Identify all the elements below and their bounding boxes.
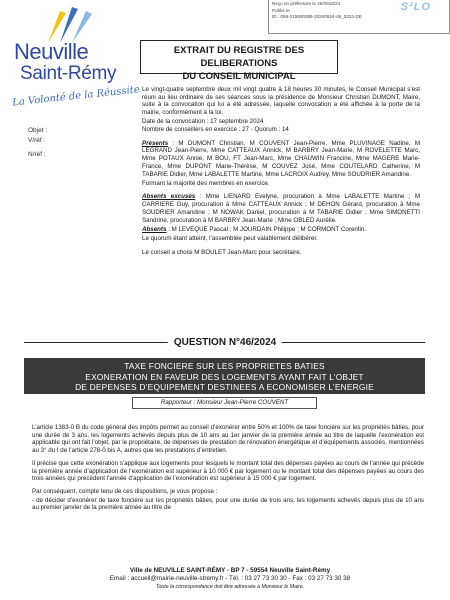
quorum-note: Le quorum étant atteint, l’assemblée peut valablement délibérer. — [142, 234, 318, 242]
question-header — [0, 336, 450, 349]
excused-label: Absents excusés — [142, 193, 196, 201]
subject-line3: DE DEPENSES D’EQUIPEMENT DESTINEES A ECONOMISER L’ENERGIE — [75, 382, 374, 392]
excused-list: : Mme LIENARD Evelyne, procuration à Mme LABALETTE Martine ; M CARRIERE Guy, procuration à Mme CATTEAUX Annick ; M DEHON Gérard, procuration à Mme SOUDRIER Amandine ; M NOWAK Daniel, procuration à M TABARIE Didier ; Mme SIMONETTI Sandrine, procuration à M BARBRY Jean-Marie ; Mme OBLED Aurélie. — [142, 193, 420, 224]
question-number: QUESTION N°46/2024 — [168, 336, 282, 349]
s2lo-mark: S²LO — [400, 1, 431, 13]
subject-line2: EXONERATION EN FAVEUR DES LOGEMENTS AYANT FAIT L’OBJET — [85, 371, 364, 382]
label-nref: N/réf : — [28, 151, 46, 158]
secretary-note: Le conseil a choisi M BOULET Jean-Marc pour secrétaire. — [142, 248, 302, 256]
meeting-intro: Le vingt-quatre septembre deux mil vingt quatre à 18 heures 30 minutes, le Conseil Municipal s’est réuni au lieu ordinaire de ses séances sous la présidence de Monsieur Christian DUMONT, Maire, suite à la convocation qui lui a été adressée, laquelle convocation a été affichée à la porte de la mairie, conformément à la loi. — [142, 86, 420, 117]
convocation-date: Date de la convocation : 17 septembre 2024 — [142, 118, 264, 126]
absents-label: Absents — [142, 225, 167, 233]
town-name-line1: Neuville — [14, 39, 89, 64]
stamp-published: Publié le — [272, 7, 290, 13]
footer-address: Ville de NEUVILLE SAINT-RÉMY - BP 7 - 59554 Neuville Saint-Rémy — [129, 567, 331, 574]
absents-paragraph — [142, 226, 420, 234]
body-paragraph-3: Par conséquent, compte tenu de ces dispositions, je vous propose : — [32, 487, 218, 495]
body-paragraph-2: Il précise que cette exonération s’applique aux logements pour lesquels le montant total des dépenses payées au cours de l’année qui précède la première année d’application de l’exonération est supérieur à 10 000 € par logement ou le montant total des dépenses payées au cours des trois années qui précèdent l’année d’application de l’exonération est supérieur à 15 000 € par logement. — [32, 459, 424, 483]
page-footer — [60, 567, 400, 591]
subject-banner — [24, 358, 425, 394]
town-slogan: La Volonté de la Réussite — [11, 84, 141, 109]
footer-note: Toute la correspondance doit être adressée à Monsieur le Maire. — [155, 584, 305, 590]
excused-paragraph — [142, 193, 420, 224]
town-name-line2: Saint-Rémy — [20, 63, 117, 84]
label-vref: V/réf : — [28, 137, 46, 144]
councillors-count: Nombre de conseillers en exercice : 27 - Quorum : 14 — [142, 126, 289, 134]
deliberation-body — [32, 424, 424, 517]
stamp-received: Reçu en préfecture le 26/09/2024 — [272, 1, 341, 6]
label-objet: Objet : — [28, 127, 48, 134]
presents-paragraph — [142, 140, 420, 179]
title-line1: EXTRAIT DU REGISTRE DES DELIBERATIONS — [173, 45, 305, 69]
absents-list: : M LEVEQUE Pascal ; M JOURDAIN Philippe ; M CORMONT Corentin. — [166, 225, 367, 233]
footer-contact: Email : accueil@mairie-neuville-stremy.fr - Tél. : 03 27 73 30 30 - Fax : 03 27 73 30 38 — [109, 575, 351, 582]
rapporteur-box: Rapporteur : Monsieur Jean-Pierre COUVENT — [132, 397, 317, 409]
body-paragraph-1: L’article 1383-0 B du code général des impôts permet au conseil d’exonérer entre 50% et 100% de taxe foncière sur les propriétés bâties, pour une durée de 3 ans, les logements achevés depuis plus de 10 ans au 1er janvier de la première année au titre de laquelle l’exonération est applicable qui ont fait l’objet, par le propriétaire, de dépenses de prestation de rénovation énergétique et d’équipements associés, mentionnées au 3° du I de l’article 278-0 bis A, autres que les prestations d’entretien. — [32, 424, 424, 455]
document-title — [140, 40, 338, 82]
title-line2: DU CONSEIL MUNICIPAL — [182, 71, 296, 82]
body-paragraph-4: - de décider d’exonérer de taxe foncière sur les propriétés bâties, pour une durée de trois ans, les logements achevés depuis plus de 10 ans au premier janvier de la première année au titre de — [32, 496, 424, 512]
reference-labels — [28, 126, 47, 160]
stamp-id: ID : 059-215900285-20240924-46_2024-DE — [272, 14, 362, 19]
presents-list: : M DUMONT Christian, M COUVENT Jean-Pierre, Mme PLUVINAGE Nadine, M LEGRAND Jean-Pierre, Mme CATTEAUX Annick, M BARBRY Jean-Marie, M ROVELETTE Marc, Mme POTAUX Annie, M BOU, FT Jean-Marc, Mme CHAUWIN Francine, Mme MAGERE Marie-France, Mme DUPONT Marie-Thérèse, M COUVEZ José, Mme COUTELARD Catherine, M TABARIE Didier, Mme LABALETTE Martine, Mme LACROIX Audrey, Mme SOUDRIER Amandine. — [142, 139, 420, 178]
prefecture-stamp — [268, 0, 450, 34]
majority-note: Formant la majorité des membres en exercice. — [142, 179, 270, 187]
meeting-minutes — [142, 86, 420, 258]
subject-line1: TAXE FONCIERE SUR LES PROPRIETES BATIES — [124, 361, 325, 371]
presents-label: Présents — [142, 139, 169, 147]
town-logo — [11, 5, 141, 115]
